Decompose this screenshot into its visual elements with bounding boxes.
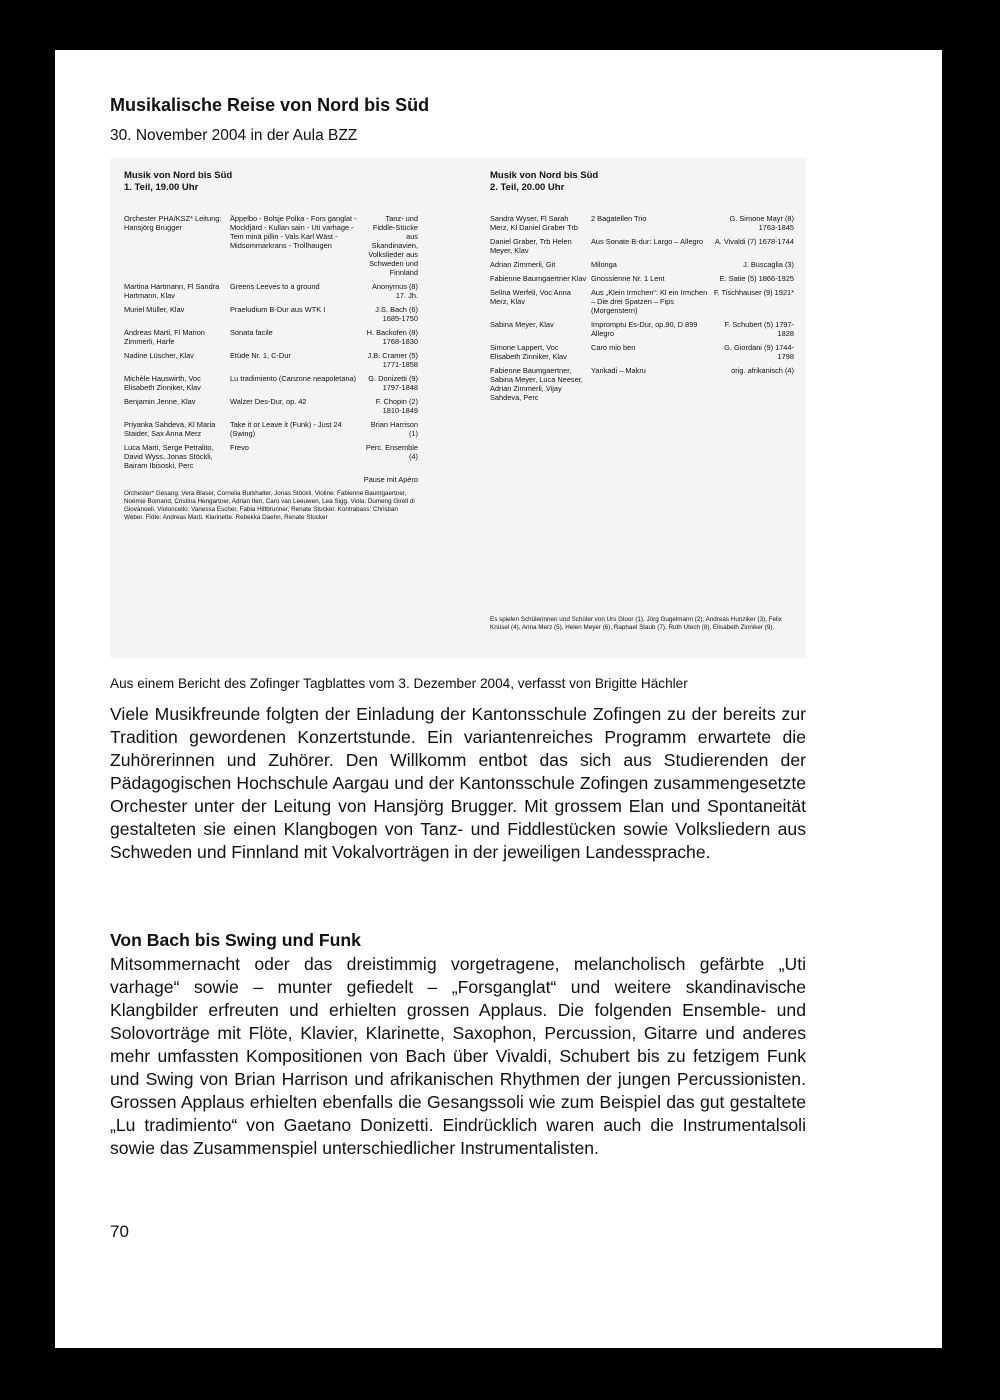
program-part-1-heading (124, 170, 418, 214)
piece-cell: Frevo (230, 443, 249, 452)
performers-cell: Orchester PHA/KSZ* Leitung: Hansjörg Brugger (124, 214, 222, 232)
composer-cell: J.B. Cramer (5) 1771-1858 (367, 351, 418, 369)
performers-cell: Martina Hartmann, Fl Sandra Hartmann, Klav (124, 282, 220, 300)
composer-cell: Anonymus (8) 17. Jh. (371, 282, 418, 300)
composer-cell: G. Giordani (9) 1744-1798 (724, 343, 794, 361)
composer-cell: E. Satie (5) 1866-1925 (719, 274, 794, 283)
performers-cell: Priyanka Sahdeva, Kl Maria Staider, Sax Anna Merz (124, 420, 216, 438)
composer-cell: A. Vivaldi (7) 1678-1744 (714, 237, 794, 246)
part-subheading: 2. Teil, 20.00 Uhr (490, 182, 565, 193)
article-paragraph-1: Viele Musikfreunde folgten der Einladung der Kantonsschule Zofingen zu der bereits zur Tradition gewordenen Konzertstunde. Ein variantenreiches Programm erwartete die Zuhörerinnen und Zuhörer. Den Willkomm entbot das sich aus Studierenden der Pädagogischen Hochschule Aargau und der Kantonsschule Zofingen zusammengesetzte Orchester unter der Leitung von Hansjörg Brugger. Mit grossem Elan und Spontaneität gestalteten sie einen Klangbogen von Tanz- und Fiddlestücken sowie Volksliedern aus Schweden und Finnland mit Vokalvorträgen in der jeweiligen Landessprache. (110, 704, 806, 862)
performers-cell: Fabienne Baumgaertner, Sabina Meyer, Luca Neeser, Adrian Zimmerli, Vijay Sahdeva, Perc (490, 366, 583, 402)
program-row (124, 305, 418, 323)
piece-cell: 2 Bagatellen Trio (591, 214, 647, 223)
program-row (490, 320, 794, 338)
performers-cell: Daniel Graber, Trb Helen Meyer, Klav (490, 237, 572, 255)
performers-cell: Sabina Meyer, Klav (490, 320, 554, 329)
part-subheading: 1. Teil, 19.00 Uhr (124, 182, 199, 193)
program-row (490, 366, 794, 402)
composer-cell: J.S. Bach (6) 1685-1750 (375, 305, 418, 323)
program-part-2-rows (490, 214, 794, 402)
performers-cell: Muriel Müller, Klav (124, 305, 185, 314)
piece-cell: Praeludium B-Dur aus WTK I (230, 305, 326, 314)
program-row (490, 214, 794, 232)
performers-cell: Michèle Hauswirth, Voc Elisabeth Zinniker, Klav (124, 374, 201, 392)
orchestra-note: Orchester* Gesang: Vera Blaser, Cornelia Burkhalter, Jonas Stöckli. Violine: Fabienne Baumgaertner, Noémie Bomand, Cristina Hengartner, Adrian Iten, Caro van Leeuwen, Lea Sigg. Viola: Dumeng Girell di Giovanoeli. Violoncello: Vanessa Escher, Fabia Hiltbrunner, Renate Stucker. Kontrabass: Christian Weber. Flöte: Andreas Marti. Klarinette: Rebekka Daehn, Renate Stucker (124, 490, 415, 521)
piece-cell: Impromptu Es-Dur, op.90, D 899 Allegro (591, 320, 698, 338)
program-row (490, 260, 794, 269)
pause-note: Pause mit Apéro (363, 475, 418, 484)
page-title: Musikalische Reise von Nord bis Süd (110, 95, 430, 115)
teachers-footnote: Es spielen Schülerinnen und Schüler von Urs Gloor (1), Jörg Gugelmann (2), Andreas Hunziker (3), Felix Knüsel (4), Anna Merz (5), Helen Meyer (6), Raphael Staub (7), Ruth Utech (8), Elisabeth Zinniker (9). (490, 616, 782, 631)
performers-cell: Selina Werfeli, Voc Anna Merz, Klav (490, 288, 571, 306)
performers-cell: Fabienne Baumgaertner Klav (490, 274, 587, 283)
piece-cell: Caro mio ben (591, 343, 636, 352)
composer-cell: G. Simone Mayr (8) 1763-1845 (729, 214, 794, 232)
performers-cell: Simone Lappert, Voc Elisabeth Zinniker, Klav (490, 343, 567, 361)
composer-cell: F. Chopin (2) 1810-1849 (375, 397, 418, 415)
composer-cell: Tanz- und Fiddle-Stücke aus Skandinavien, Volkslieder aus Schweden und Finnland (368, 214, 418, 277)
composer-cell: F. Schubert (5) 1797-1828 (724, 320, 794, 338)
performers-cell: Adrian Zimmerli, Git (490, 260, 556, 269)
composer-cell: Brian Harrison (1) (370, 420, 418, 438)
program-row (124, 328, 418, 346)
composer-cell: H. Backofen (8) 1768-1830 (366, 328, 418, 346)
composer-cell: Perc. Ensemble (4) (365, 443, 418, 461)
program-row (124, 374, 418, 392)
article-paragraph-2: Mitsommernacht oder das dreistimmig vorgetragene, melancholisch gefärbte „Uti varhage“ sowie – munter gefiedelt – „Forsganglat“ und weitere skandinavische Klangbilder erfreuten und erhielten grossen Applaus. Die folgenden Ensemble- und Solovorträge mit Flöte, Klavier, Klarinette, Saxophon, Percussion, Gitarre und anderes mehr umfassten Kompositionen von Bach über Vivaldi, Schubert bis zu fetzigem Funk und Swing von Brian Harrison und afrikanischen Rhythmen der jungen Percussionisten. Grossen Applaus erhielten ebenfalls die Gesangssoli wie zum Beispiel das gut gestaltete „Lu tradimiento“ von Gaetano Donizetti. Eindrücklich waren auch die Instrumentalsoli sowie das Zusammenspiel unterschiedlicher Instrumentalisten. (110, 954, 806, 1158)
program-row (124, 214, 418, 277)
program-part-2-heading (490, 170, 794, 214)
performers-cell: Sandra Wyser, Fl Sarah Merz, Kl Daniel Graber Trb (490, 214, 578, 232)
program-row (124, 420, 418, 438)
concert-program (110, 158, 806, 658)
page-number: 70 (110, 1222, 129, 1241)
performers-cell: Luca Marti, Serge Petralito, David Wyss, Jonas Stöckli, Bairam Ibisoski, Perc (124, 443, 214, 470)
section-heading: Von Bach bis Swing und Funk (110, 930, 361, 950)
program-row (124, 282, 418, 300)
composer-cell: orig. afrikanisch (4) (731, 366, 794, 375)
article-caption: Aus einem Bericht des Zofinger Tagblattes vom 3. Dezember 2004, verfasst von Brigitte Hächler (110, 676, 688, 691)
piece-cell: Milonga (591, 260, 617, 269)
program-row (490, 274, 794, 283)
part-heading: Musik von Nord bis Süd (124, 170, 233, 181)
performers-cell: Nadine Lüscher, Klav (124, 351, 194, 360)
event-date: 30. November 2004 in der Aula BZZ (110, 127, 358, 144)
program-part-1 (124, 170, 418, 522)
composer-cell: F. Tischhauser (9) 1921* (713, 288, 794, 297)
piece-cell: Gnossienne Nr. 1 Lent (591, 274, 665, 283)
composer-cell: J. Buscaglia (3) (743, 260, 794, 269)
piece-cell: Yankadi – Makru (591, 366, 646, 375)
program-row (490, 237, 794, 255)
program-row (124, 443, 418, 470)
part-heading: Musik von Nord bis Süd (490, 170, 599, 181)
piece-cell: Äppelbo - Bolsje Polka - Fors ganglat - Mockfjärd - Kullan sain - Uti varhage - Tein minä pillin - Vals Karl Wäst - Midsommarkrans - Trollhaugen (230, 214, 357, 250)
program-row (124, 397, 418, 415)
piece-cell: Aus „Klein Irmchen“: Kl ein Irmchen – Die drei Spatzen – Fips (Morgenstern) (591, 288, 708, 315)
program-part-2 (490, 170, 794, 631)
program-row (124, 351, 418, 369)
piece-cell: Sonata facile (230, 328, 273, 337)
piece-cell: Take it or Leave it (Funk) - Just 24 (Swing) (230, 420, 342, 438)
piece-cell: Walzer Des-Dur, op. 42 (230, 397, 307, 406)
program-row (490, 343, 794, 361)
program-part-1-rows (124, 214, 418, 470)
piece-cell: Lu tradimiento (Canzone neapoletana) (230, 374, 357, 383)
performers-cell: Andreas Marti, Fl Marion Zimmerli, Harfe (124, 328, 205, 346)
program-row (490, 288, 794, 315)
performers-cell: Benjamin Jenne, Klav (124, 397, 196, 406)
piece-cell: Greens Leeves to a ground (230, 282, 320, 291)
piece-cell: Etüde Nr. 1, C-Dur (230, 351, 291, 360)
piece-cell: Aus Sonate B-dur: Largo – Allegro (591, 237, 704, 246)
composer-cell: G. Donizetti (9) 1797-1848 (368, 374, 418, 392)
